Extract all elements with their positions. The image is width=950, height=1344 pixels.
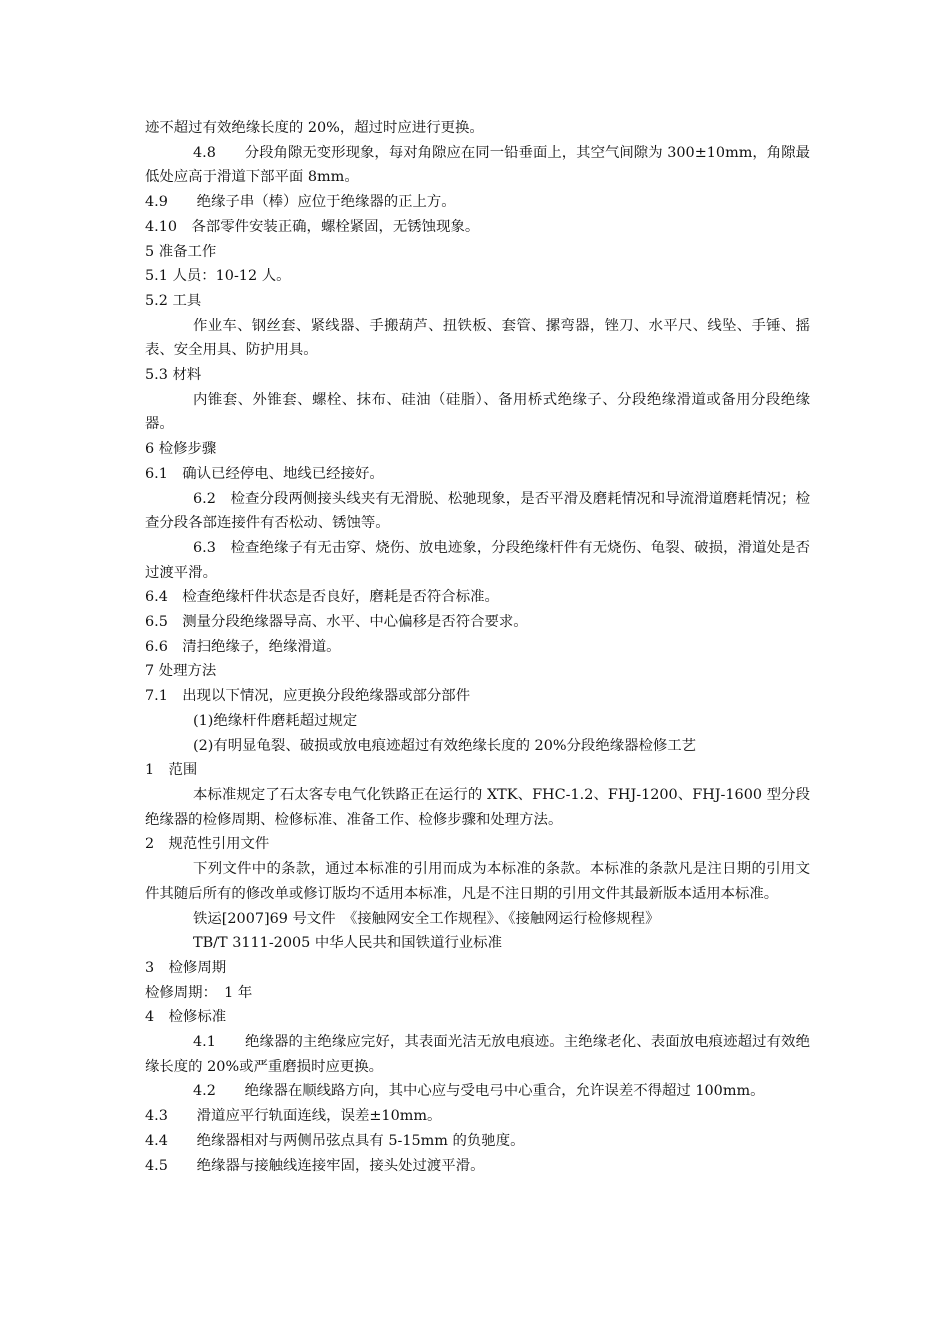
paragraph: 4.3 滑道应平行轨面连线，误差±10mm。 xyxy=(145,1108,442,1125)
paragraph: 6.5 测量分段绝缘器导高、水平、中心偏移是否符合要求。 xyxy=(145,614,528,631)
paragraph: 4.1 绝缘器的主绝缘应完好，其表面光洁无放电痕迹。主绝缘老化、表面放电痕迹超过有效绝缘长度的 20%或严重磨损时应更换。 xyxy=(145,1034,810,1075)
paragraph: 本标准规定了石太客专电气化铁路正在运行的 XTK、FHC-1.2、FHJ-1200、FHJ-1600 型分段绝缘器的检修周期、检修标准、准备工作、检修步骤和处理方法。 xyxy=(145,786,810,828)
paragraph: 3 检修周期 xyxy=(145,959,227,976)
paragraph: 6.1 确认已经停电、地线已经接好。 xyxy=(145,465,384,482)
paragraph: 6 检修步骤 xyxy=(145,441,217,458)
paragraph: 6.3 检查绝缘子有无击穿、烧伤、放电迹象，分段绝缘杆件有无烧伤、龟裂、破损，滑道处是否过渡平滑。 xyxy=(145,539,810,581)
paragraph: 4.10 各部零件安装正确，螺栓紧固，无锈蚀现象。 xyxy=(145,218,480,235)
paragraph: 6.2 检查分段两侧接头线夹有无滑脱、松驰现象，是否平滑及磨耗情况和导流滑道磨耗情况；检查分段各部连接件有否松动、锈蚀等。 xyxy=(145,490,810,532)
paragraph: 检修周期： 1 年 xyxy=(145,984,253,1001)
paragraph: 7.1 出现以下情况，应更换分段绝缘器或部分部件 xyxy=(145,688,471,705)
paragraph: (2)有明显龟裂、破损或放电痕迹超过有效绝缘长度的 20%分段绝缘器检修工艺 xyxy=(193,737,697,754)
paragraph: 5.3 材料 xyxy=(145,367,202,384)
paragraph: 4.5 绝缘器与接触线连接牢固，接头处过渡平滑。 xyxy=(145,1157,485,1174)
paragraph: 5.1 人员：10-12 人。 xyxy=(145,268,291,285)
paragraph: 下列文件中的条款，通过本标准的引用而成为本标准的条款。本标准的条款凡是注日期的引用文件其随后所有的修改单或修订版均不适用本标准，凡是不注日期的引用文件其最新版本适用本标准。 xyxy=(145,861,810,902)
paragraph: 内锥套、外锥套、螺栓、抹布、硅油（硅脂）、备用桥式绝缘子、分段绝缘滑道或备用分段绝缘器。 xyxy=(145,391,810,433)
paragraph: 4.2 绝缘器在顺线路方向，其中心应与受电弓中心重合，允许误差不得超过 100mm。 xyxy=(193,1083,765,1100)
paragraph: TB/T 3111-2005 中华人民共和国铁道行业标准 xyxy=(193,935,502,952)
paragraph: 4 检修标准 xyxy=(145,1009,227,1026)
paragraph: 5.2 工具 xyxy=(145,292,202,309)
paragraph: 2 规范性引用文件 xyxy=(145,836,270,853)
paragraph: 作业车、钢丝套、紧线器、手搬葫芦、扭铁板、套管、摞弯器，锉刀、水平尺、线坠、手锤、摇表、安全用具、防护用具。 xyxy=(145,317,810,359)
paragraph: (1)绝缘杆件磨耗超过规定 xyxy=(193,712,358,729)
paragraph: 7 处理方法 xyxy=(145,663,217,680)
paragraph: 6.4 检查绝缘杆件状态是否良好，磨耗是否符合标准。 xyxy=(145,589,499,606)
paragraph: 迹不超过有效绝缘长度的 20%，超过时应进行更换。 xyxy=(145,120,484,136)
paragraph: 5 准备工作 xyxy=(145,243,217,260)
document-body xyxy=(145,116,810,1178)
paragraph: 4.8 分段角隙无变形现象，每对角隙应在同一铅垂面上，其空气间隙为 300±10mm，角隙最低处应高于滑道下部平面 8mm。 xyxy=(145,144,810,186)
paragraph: 6.6 清扫绝缘子，绝缘滑道。 xyxy=(145,638,341,655)
paragraph: 4.9 绝缘子串（棒）应位于绝缘器的正上方。 xyxy=(145,194,456,211)
paragraph: 1 范围 xyxy=(145,762,198,779)
paragraph: 铁运[2007]69 号文件 《接触网安全工作规程》、《接触网运行检修规程》 xyxy=(193,910,660,927)
paragraph: 4.4 绝缘器相对与两侧吊弦点具有 5-15mm 的负驰度。 xyxy=(145,1132,525,1149)
